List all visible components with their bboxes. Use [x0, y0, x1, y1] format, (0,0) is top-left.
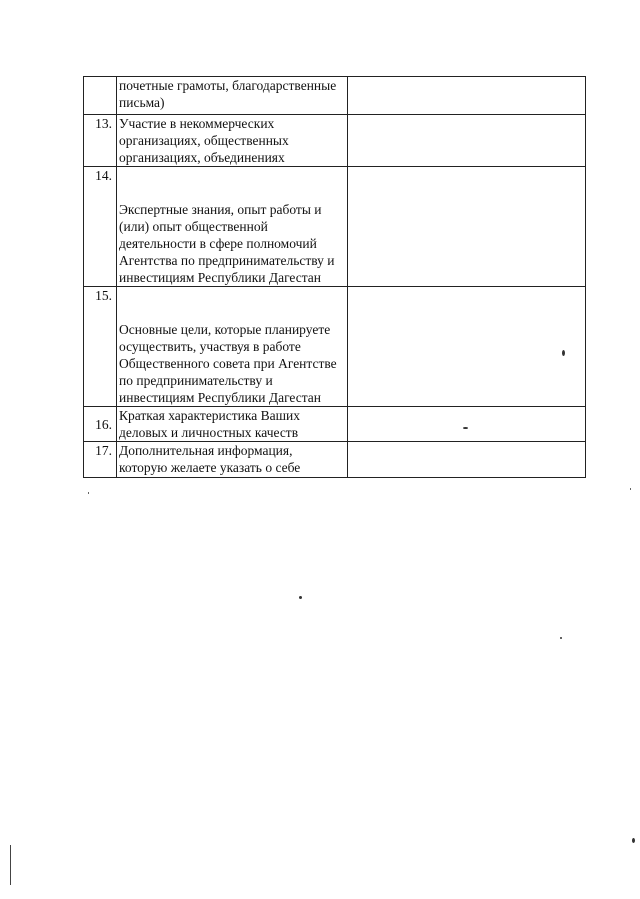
row-value-cell[interactable]: [348, 407, 586, 442]
scan-margin-line: [10, 845, 11, 885]
row-number: 13.: [84, 115, 117, 167]
scan-speck: [630, 488, 631, 490]
row-value-cell[interactable]: [348, 167, 586, 287]
scan-speck: [88, 492, 89, 494]
row-value-cell[interactable]: [348, 442, 586, 478]
questionnaire-table: [83, 76, 586, 478]
row-number: [84, 77, 117, 115]
scan-speck: [632, 838, 635, 843]
row-number: 16.: [84, 407, 117, 442]
scan-speck: [299, 596, 302, 599]
scan-speck: [463, 427, 468, 429]
row-label: Участие в некоммерческих организациях, общественных организациях, объединениях: [117, 115, 348, 167]
table-row: [84, 77, 586, 115]
row-label: Основные цели, которые планируете осуществить, участвуя в работе Общественного совета при Агентстве по предпринимательству и инвестициям Республики Дагестан: [117, 287, 348, 407]
row-number: 14.: [84, 167, 117, 287]
row-value-cell[interactable]: [348, 115, 586, 167]
row-label: Краткая характеристика Ваших деловых и личностных качеств: [117, 407, 348, 442]
row-label: Экспертные знания, опыт работы и (или) опыт общественной деятельности в сфере полномочий Агентства по предпринимательству и инвестициям Республики Дагестан: [117, 167, 348, 287]
table-row: [84, 442, 586, 478]
table-row: [84, 115, 586, 167]
table-row: [84, 287, 586, 407]
row-label: почетные грамоты, благодарственные письма): [117, 77, 348, 115]
table-row: [84, 167, 586, 287]
row-label: Дополнительная информация, которую желаете указать о себе: [117, 442, 348, 478]
table-row: [84, 407, 586, 442]
row-value-cell[interactable]: [348, 77, 586, 115]
row-number: 17.: [84, 442, 117, 478]
scan-speck: [562, 350, 565, 356]
row-value-cell[interactable]: [348, 287, 586, 407]
row-number: 15.: [84, 287, 117, 407]
scan-speck: [560, 637, 562, 639]
